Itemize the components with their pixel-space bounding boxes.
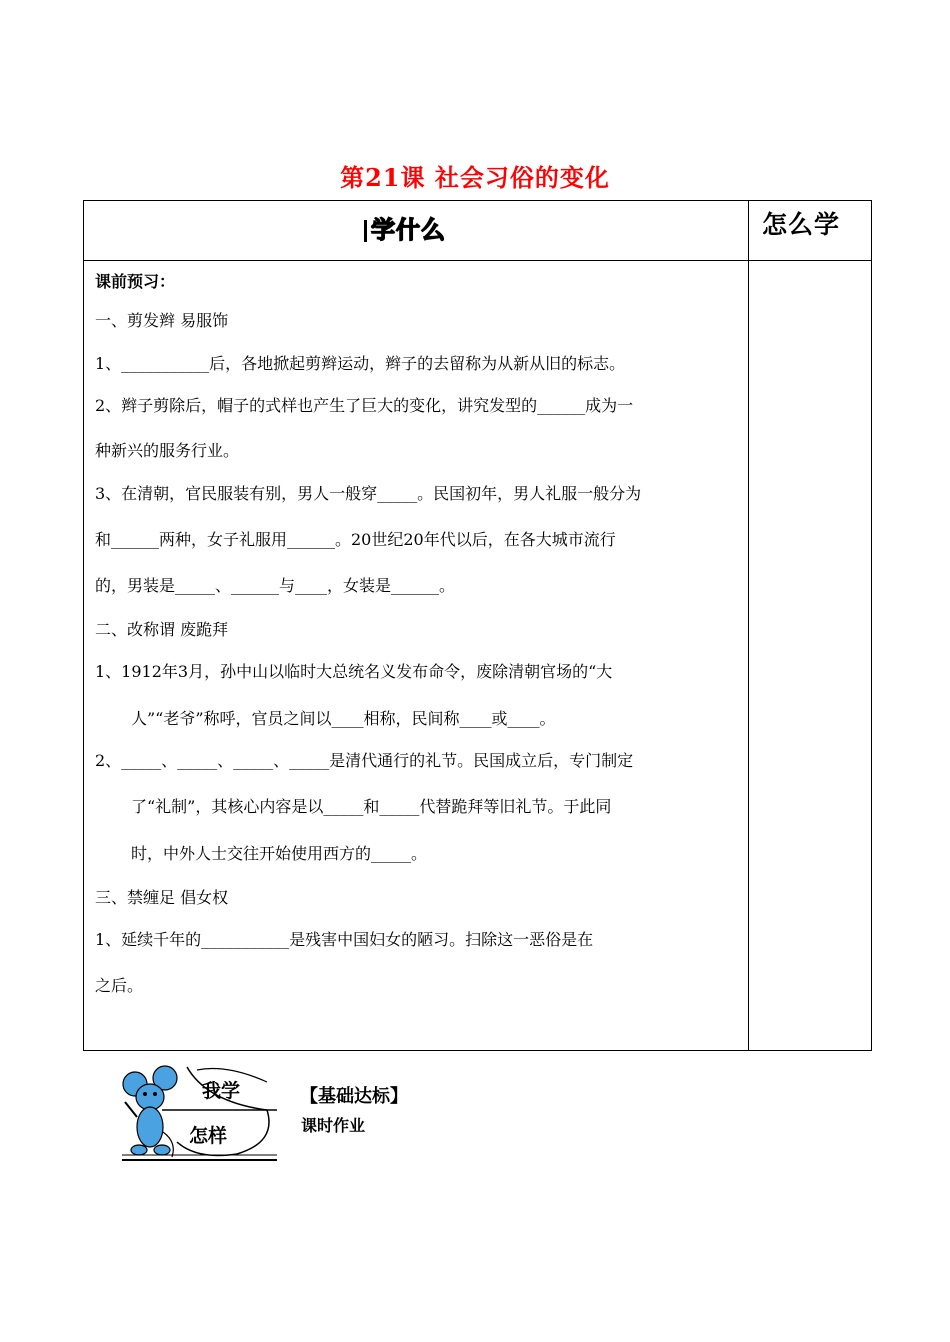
question-line: 1、延续千年的___________是残害中国妇女的陋习。扫除这一恶俗是在 [95, 930, 594, 949]
learn-what-logo [364, 207, 484, 247]
column-divider [748, 201, 749, 1050]
question-line: 1、___________后，各地掀起剪辫运动，辫子的去留称为从新从旧的标志。 [95, 354, 626, 373]
preview-heading: 课前预习： [95, 272, 176, 291]
section-title-basics: 【基础达标】 [300, 1086, 408, 1107]
question-line: 的，男装是_____、______与____，女装是______。 [95, 576, 456, 595]
mascot-logo [117, 1062, 282, 1167]
header-divider [84, 260, 871, 261]
section-heading-3: 三、禁缠足 倡女权 [95, 888, 229, 907]
how-to-learn-logo [762, 205, 867, 245]
how-to-learn-label: 怎么学 [762, 210, 841, 239]
logo-bar [364, 220, 367, 242]
question-line: 2、_____、_____、_____、_____是清代通行的礼节。民国成立后，专门制定 [95, 751, 634, 770]
learn-what-label: 学什么 [371, 215, 446, 244]
question-line: 时，中外人士交往开始使用西方的_____。 [131, 844, 428, 863]
question-line: 之后。 [95, 976, 144, 995]
question-line: 和______两种，女子礼服用______。20世纪20年代以后，在各大城市流行 [95, 530, 616, 549]
question-line: 了“礼制”，其核心内容是以_____和_____代替跪拜等旧礼节。于此同 [131, 797, 612, 816]
section-heading-2: 二、改称谓 废跪拜 [95, 620, 229, 639]
mouse-mascot-icon [117, 1062, 282, 1167]
question-line: 种新兴的服务行业。 [95, 441, 240, 460]
page-title: 第21课 社会习俗的变化 [340, 163, 610, 192]
mascot-bottom-text: 怎样 [189, 1125, 228, 1147]
worksheet-table [83, 200, 872, 1051]
homework-label: 课时作业 [301, 1116, 366, 1135]
question-line: 1、1912年3月，孙中山以临时大总统名义发布命令，废除清朝官场的“大 [95, 662, 613, 681]
question-line: 人”“老爷”称呼，官员之间以____相称，民间称____或____。 [131, 709, 556, 728]
mascot-top-text: 我学 [202, 1080, 241, 1102]
question-line: 2、辫子剪除后，帽子的式样也产生了巨大的变化，讲究发型的______成为一 [95, 396, 634, 415]
section-heading-1: 一、剪发辫 易服饰 [95, 311, 229, 330]
question-line: 3、在清朝，官民服装有别，男人一般穿_____。民国初年，男人礼服一般分为 [95, 484, 642, 503]
